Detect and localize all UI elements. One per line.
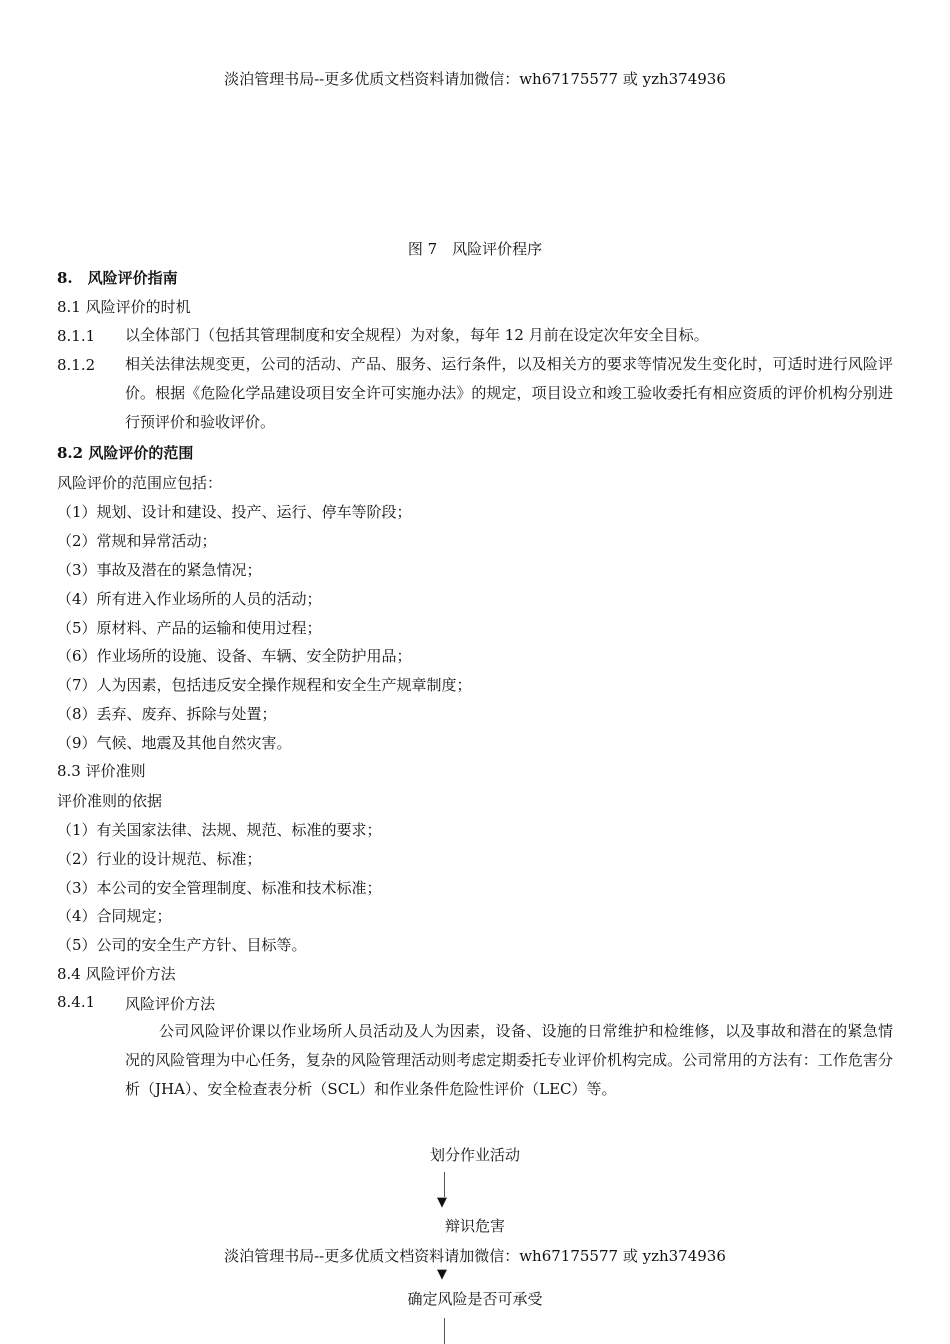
- figure-caption: 图 7 风险评价程序: [407, 240, 543, 258]
- section-8-4-title: 8.4 风险评价方法: [57, 965, 176, 983]
- item-8-4-1-title: 风险评价方法: [125, 995, 216, 1013]
- list-item: （2）常规和异常活动；: [57, 532, 217, 550]
- section-8-2-intro: 风险评价的范围应包括：: [57, 474, 223, 492]
- list-item: （3）本公司的安全管理制度、标准和技术标准；: [57, 879, 382, 897]
- flow-step-identify-hazards: 辩识危害: [444, 1217, 505, 1235]
- arrow-down-icon: ▼: [437, 1267, 447, 1282]
- list-item: （9）气候、地震及其他自然灾害。: [57, 734, 292, 752]
- list-item: （8）丢弃、废弃、拆除与处置；: [57, 705, 277, 723]
- list-item: （4）所有进入作业场所的人员的活动；: [57, 590, 322, 608]
- list-item: （4）合同规定；: [57, 907, 172, 925]
- item-8-1-2-number: 8.1.2: [57, 356, 96, 374]
- list-item: （6）作业场所的设施、设备、车辆、安全防护用品；: [57, 647, 412, 665]
- list-item: （5）公司的安全生产方针、目标等。: [57, 936, 307, 954]
- arrow-down-icon: ▼: [437, 1195, 447, 1210]
- item-8-4-1-text: 公司风险评价课以作业场所人员活动及人为因素，设备、设施的日常维护和检维修，以及事故和潜在的紧急情况的风险管理为中心任务，复杂的风险管理活动则考虑定期委托专业评价机构完成。公司常用的方法有：工作危害分析（JHA）、安全检查表分析（SCL）和作业条件危险性评价（LEC）等。: [125, 1022, 893, 1098]
- list-item: （5）原材料、产品的运输和使用过程；: [57, 619, 322, 637]
- section-8-3-title: 8.3 评价准则: [57, 762, 146, 780]
- item-8-1-2-text: 相关法律法规变更，公司的活动、产品、服务、运行条件，以及相关方的要求等情况发生变化时，可适时进行风险评价。根据《危险化学品建设项目安全许可实施办法》的规定，项目设立和竣工验收委托有相应资质的评价机构分别进行预评价和验收评价。: [125, 355, 893, 431]
- list-item: （7）人为因素，包括违反安全操作规程和安全生产规章制度；: [57, 676, 472, 694]
- page-header: 淡泊管理书局--更多优质文档资料请加微信：wh67175577 或 yzh374936: [224, 70, 726, 88]
- flow-connector: [444, 1172, 445, 1197]
- flow-step-divide-activities: 划分作业活动: [429, 1146, 520, 1164]
- section-8-3-intro: 评价准则的依据: [57, 792, 163, 810]
- item-8-1-1-text: 以全体部门（包括其管理制度和安全规程）为对象，每年 12 月前在设定次年安全目标。: [125, 326, 709, 344]
- section-8-title: 8. 风险评价指南: [57, 269, 178, 287]
- section-8-1-title: 8.1 风险评价的时机: [57, 298, 191, 316]
- flow-step-determine-risk: 确定风险是否可承受: [407, 1290, 543, 1308]
- item-8-1-1-number: 8.1.1: [57, 327, 96, 345]
- list-item: （2）行业的设计规范、标准；: [57, 850, 262, 868]
- flow-connector: [444, 1318, 445, 1344]
- list-item: （1）规划、设计和建设、投产、运行、停车等阶段；: [57, 503, 412, 521]
- section-8-2-title: 8.2 风险评价的范围: [57, 444, 194, 462]
- item-8-4-1-number: 8.4.1: [57, 993, 96, 1011]
- list-item: （3）事故及潜在的紧急情况；: [57, 561, 262, 579]
- page-footer: 淡泊管理书局--更多优质文档资料请加微信：wh67175577 或 yzh374936: [224, 1247, 726, 1265]
- list-item: （1）有关国家法律、法规、规范、标准的要求；: [57, 821, 382, 839]
